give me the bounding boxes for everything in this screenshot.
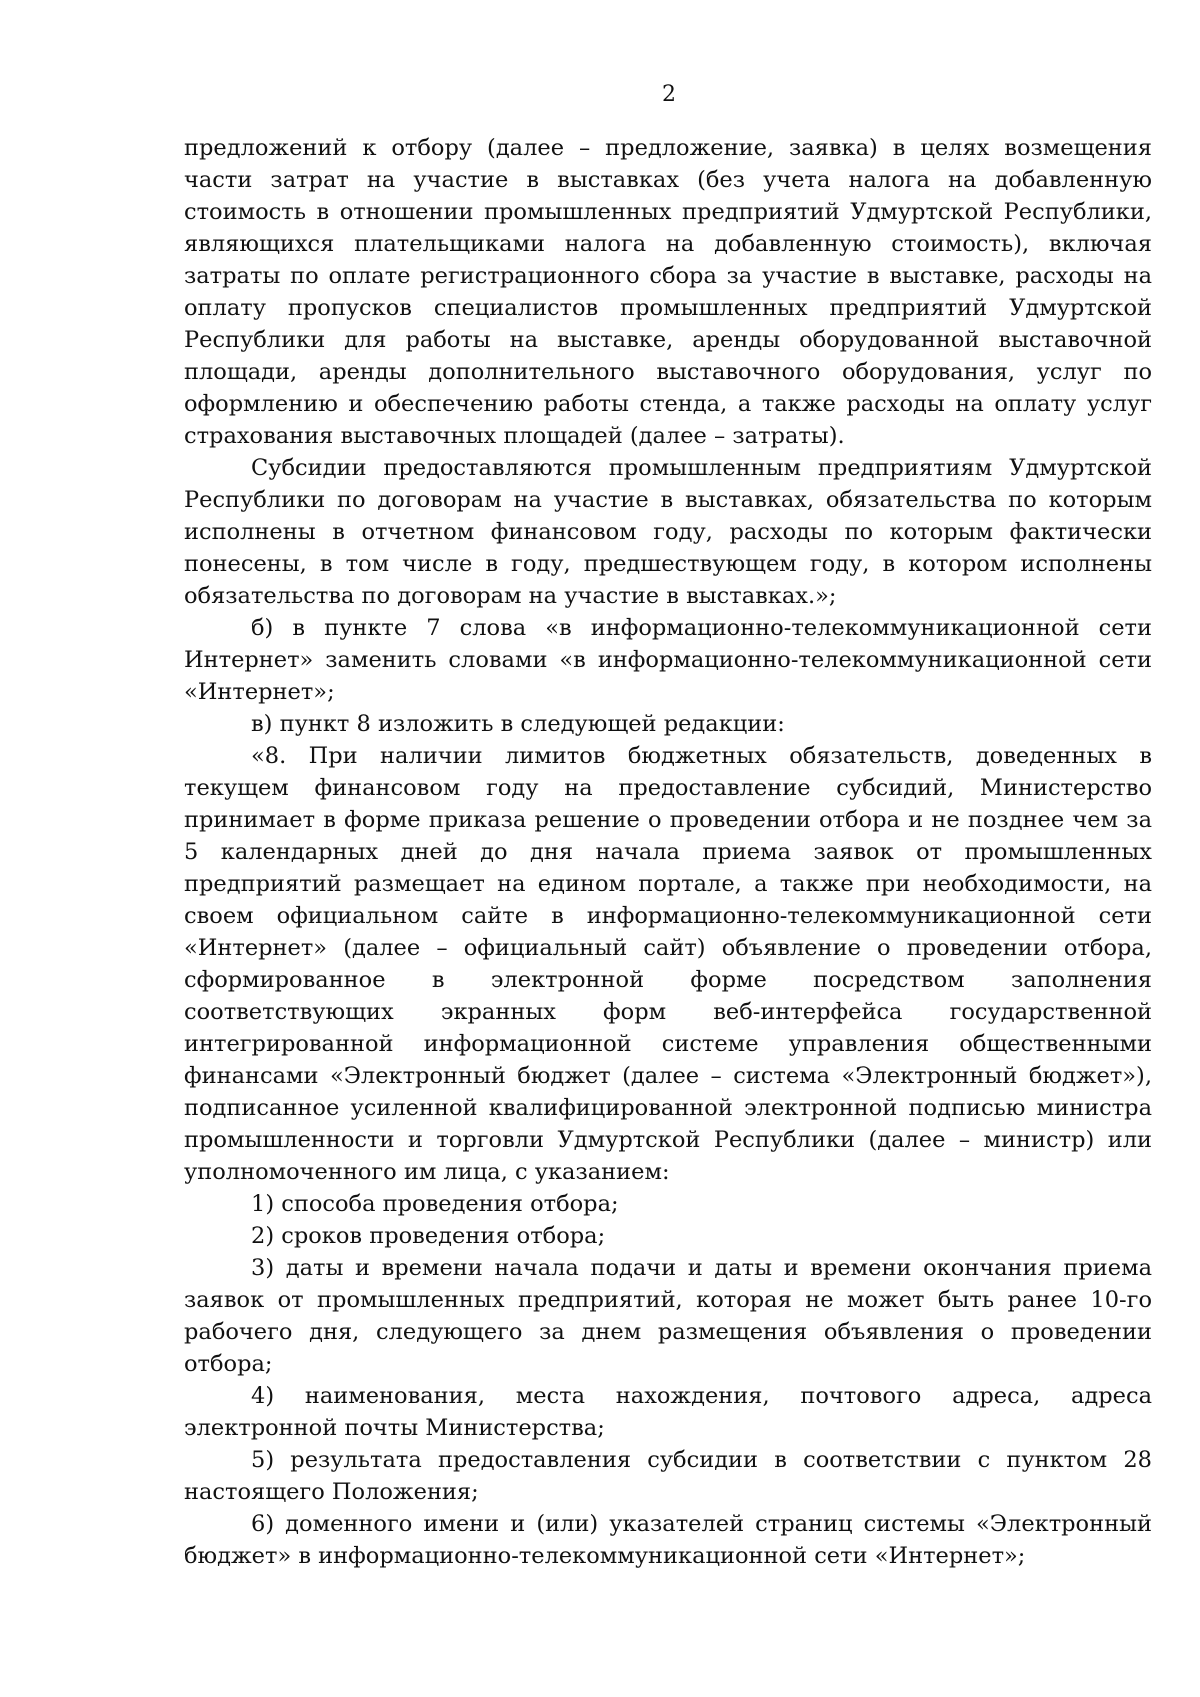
page-number: 2	[662, 82, 676, 107]
paragraph-point-8: «8. При наличии лимитов бюджетных обязательств, доведенных в текущем финансовом году на предоставление субсидий, Министерство принимает в форме приказа решение о проведении отбора и не позднее чем за 5 календарных дней до дня начала приема заявок от промышленных предприятий размещает на едином портале, а также при необходимости, на своем официальном сайте в информационно-телекоммуникационной сети «Интернет» (далее – официальный сайт) объявление о проведении отбора, сформированное в электронной форме посредством заполнения соответствующих экранных форм веб-интерфейса государственной интегрированной информационной системе управления общественными финансами «Электронный бюджет (далее – система «Электронный бюджет»), подписанное усиленной квалифицированной электронной подписью министра промышленности и торговли Удмуртской Республики (далее – министр) или уполномоченного им лица, с указанием:	[184, 743, 1152, 1185]
paragraph-item-b: б) в пункте 7 слова «в информационно-телекоммуникационной сети Интернет» заменить словами «в информационно-телекоммуникационной сети «Интернет»;	[184, 615, 1152, 705]
paragraph-continuation: предложений к отбору (далее – предложение, заявка) в целях возмещения части затрат на участие в выставках (без учета налога на добавленную стоимость в отношении промышленных предприятий Удмуртской Республики, являющихся плательщиками налога на добавленную стоимость), включая затраты по оплате регистрационного сбора за участие в выставке, расходы на оплату пропусков специалистов промышленных предприятий Удмуртской Республики для работы на выставке, аренды оборудованной выставочной площади, аренды дополнительного выставочного оборудования, услуг по оформлению и обеспечению работы стенда, а также расходы на оплату услуг страхования выставочных площадей (далее – затраты).	[184, 135, 1152, 449]
list-item-6: 6) доменного имени и (или) указателей страниц системы «Электронный бюджет» в информационно-телекоммуникационной сети «Интернет»;	[184, 1511, 1152, 1569]
list-item-1: 1) способа проведения отбора;	[251, 1191, 619, 1217]
paragraph-item-v: в) пункт 8 изложить в следующей редакции:	[251, 711, 785, 737]
list-item-2: 2) сроков проведения отбора;	[251, 1223, 606, 1249]
list-item-5: 5) результата предоставления субсидии в соответствии с пунктом 28 настоящего Положения;	[184, 1447, 1152, 1505]
paragraph-subsidies: Субсидии предоставляются промышленным предприятиям Удмуртской Республики по договорам на участие в выставках, обязательства по которым исполнены в отчетном финансовом году, расходы по которым фактически понесены, в том числе в году, предшествующем году, в котором исполнены обязательства по договорам на участие в выставках.»;	[184, 455, 1152, 609]
list-item-4: 4) наименования, места нахождения, почтового адреса, адреса электронной почты Министерства;	[184, 1383, 1152, 1441]
list-item-3: 3) даты и времени начала подачи и даты и времени окончания приема заявок от промышленных предприятий, которая не может быть ранее 10-го рабочего дня, следующего за днем размещения объявления о проведении отбора;	[184, 1255, 1152, 1377]
document-body	[184, 132, 1152, 1572]
